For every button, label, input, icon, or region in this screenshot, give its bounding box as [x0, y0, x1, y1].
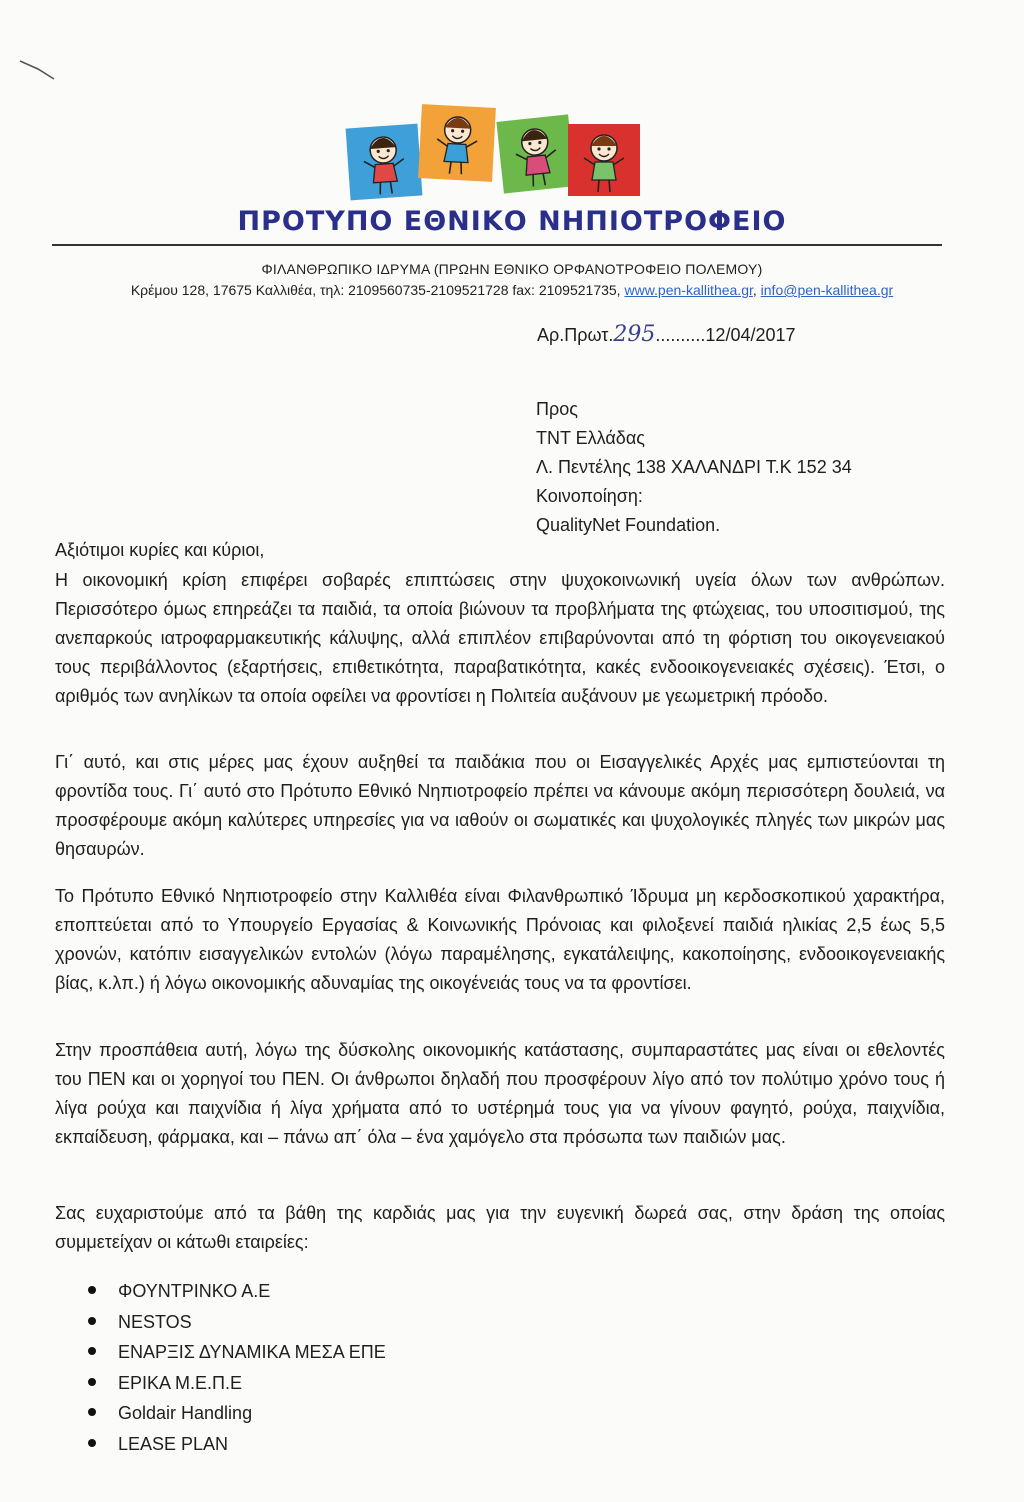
- protocol-handwritten-number: 295: [613, 322, 656, 347]
- company-name: ΕΡΙΚΑ Μ.Ε.Π.Ε: [118, 1372, 243, 1393]
- protocol-number: [537, 322, 796, 347]
- recipient-block: [536, 395, 852, 540]
- paragraph: Στην προσπάθεια αυτή, λόγω της δύσκολης οικονομικής κατάστασης, συμπαραστάτες μας είναι οι εθελοντές του ΠΕΝ και οι χορηγοί του ΠΕΝ. Οι άνθρωποι δηλαδή που προσφέρουν λίγο από τον πολύτιμο χρόνο τους ή λίγα ρούχα και παιχνίδια ή λίγα χρήματα από το υστέρημά τους για να γίνουν φαγητό, ρούχα, παιχνίδια, εκπαίδευση, φάρμακα, και – πάνω απ΄ όλα – ένα χαμόγελο στα πρόσωπα των παιδιών μας.: [55, 1040, 945, 1147]
- logo-tile-green: [496, 114, 575, 193]
- bullet-icon: [88, 1408, 96, 1416]
- company-name: ΦΟΥΝΤΡΙΝΚΟ Α.Ε: [118, 1281, 271, 1301]
- company-name: Goldair Handling: [118, 1403, 253, 1423]
- pen-stroke-mark: [18, 55, 58, 85]
- paragraph: Το Πρότυπο Εθνικό Νηπιοτροφείο στην Καλλιθέα είναι Φιλανθρωπικό Ίδρυμα μη κερδοσκοπικού χαρακτήρα, εποπτεύεται από το Υπουργείο Εργασίας & Κοινωνικής Πρόνοιας και φιλοξενεί παιδιά ηλικίας 2,5 έως 5,5 χρονών, κατόπιν εισαγγελικών εντολών (λόγω παραμέλησης, εγκατάλειψης, κακοποίησης, ενδοοικογενειακής βίας, κ.λπ.) ή λόγω οικονομικής αδυναμίας της οικογένειάς τους να τα φροντίσει.: [55, 886, 945, 993]
- list-item: [88, 1368, 386, 1399]
- paragraph: Σας ευχαριστούμε από τα βάθη της καρδιάς μας για την ευγενική δωρεά σας, στην δράση της οποίας συμμετείχαν οι κάτωθι εταιρείες:: [55, 1203, 945, 1252]
- company-name: ΕΝΑΡΞΙΣ ΔΥΝΑΜΙΚΑ ΜΕΣΑ ΕΠΕ: [118, 1342, 386, 1362]
- email-link[interactable]: info@pen-kallithea.gr: [760, 282, 894, 298]
- to-label: Προς: [536, 399, 578, 419]
- contact-line: [0, 282, 1024, 298]
- bullet-icon: [88, 1439, 96, 1447]
- list-item: [88, 1337, 386, 1368]
- header-divider: [52, 244, 942, 246]
- org-subtitle: ΦΙΛΑΝΘΡΩΠΙΚΟ ΙΔΡΥΜΑ (ΠΡΩΗΝ ΕΘΝΙΚΟ ΟΡΦΑΝΟΤΡΟΦΕΙΟ ΠΟΛΕΜΟΥ): [261, 261, 763, 277]
- protocol-date: 12/04/2017: [705, 325, 796, 345]
- logo-tile-red: [568, 124, 640, 196]
- logo-tile-blue: [346, 124, 423, 201]
- bullet-icon: [88, 1286, 96, 1294]
- paragraph: Γι΄ αυτό, και στις μέρες μας έχουν αυξηθεί τα παιδάκια που οι Εισαγγελικές Αρχές μας εμπιστεύονται τη φροντίδα τους. Γι΄ αυτό στο Πρότυπο Εθνικό Νηπιοτροφείο πρέπει να κάνουμε ακόμη περισσότερη δουλειά, να προσφέρουμε ακόμη καλύτερες υπηρεσίες για να ιαθούν οι σωματικές και ψυχολογικές πληγές των μικρών μας θησαυρών.: [55, 752, 945, 859]
- paragraph: Η οικονομική κρίση επιφέρει σοβαρές επιπτώσεις στην ψυχοκοινωνική υγεία όλων των ανθρώπων. Περισσότερο όμως επηρεάζει τα παιδιά, τα οποία βιώνουν τα προβλήματα της φτώχειας, του υποσιτισμού, της ανεπαρκούς ιατροφαρμακευτικής κάλυψης, αλλά επιπλέον επιβαρύνονται από τη φόρτιση του οικογενειακού τους περιβάλλοντος (εξαρτήσεις, επιθετικότητα, παραβατικότητα, κακές ενδοοικογενειακές σχέσεις). Έτσι, ο αριθμός των ανηλίκων τα οποία οφείλει να φροντίσει η Πολιτεία αυξάνουν με γεωμετρική πρόοδο.: [55, 570, 945, 706]
- website-link[interactable]: www.pen-kallithea.gr: [624, 282, 753, 298]
- salutation: Αξιότιμοι κυρίες και κύριοι,: [55, 540, 265, 560]
- list-item: [88, 1429, 386, 1460]
- protocol-label: Αρ.Πρωτ.: [537, 325, 614, 345]
- cc-label: Κοινοποίηση:: [536, 486, 643, 506]
- company-name: NESTOS: [118, 1311, 192, 1332]
- company-list: [88, 1276, 386, 1459]
- address-text: Κρέμου 128, 17675 Καλλιθέα, τηλ: 2109560735-2109521728 fax: 2109521735,: [130, 282, 621, 298]
- recipient-name: TNT Ελλάδας: [536, 428, 645, 448]
- protocol-dots: ..........: [655, 325, 706, 345]
- list-item: [88, 1398, 386, 1429]
- cc-recipient: QualityNet Foundation.: [536, 515, 721, 535]
- company-name: LEASE PLAN: [118, 1433, 229, 1454]
- logo-children-tiles: [340, 100, 660, 210]
- list-item: [88, 1307, 386, 1338]
- recipient-address: Λ. Πεντέλης 138 ΧΑΛΑΝΔΡΙ Τ.Κ 152 34: [536, 457, 852, 477]
- bullet-icon: [88, 1317, 96, 1325]
- org-name: ΠΡΟΤΥΠΟ ΕΘΝΙΚΟ ΝΗΠΙΟΤΡΟΦΕΙΟ: [237, 206, 787, 237]
- logo-tile-orange: [418, 104, 496, 182]
- list-item: [88, 1276, 386, 1307]
- bullet-icon: [88, 1347, 96, 1355]
- contact-separator: ,: [752, 282, 757, 298]
- bullet-icon: [88, 1378, 96, 1386]
